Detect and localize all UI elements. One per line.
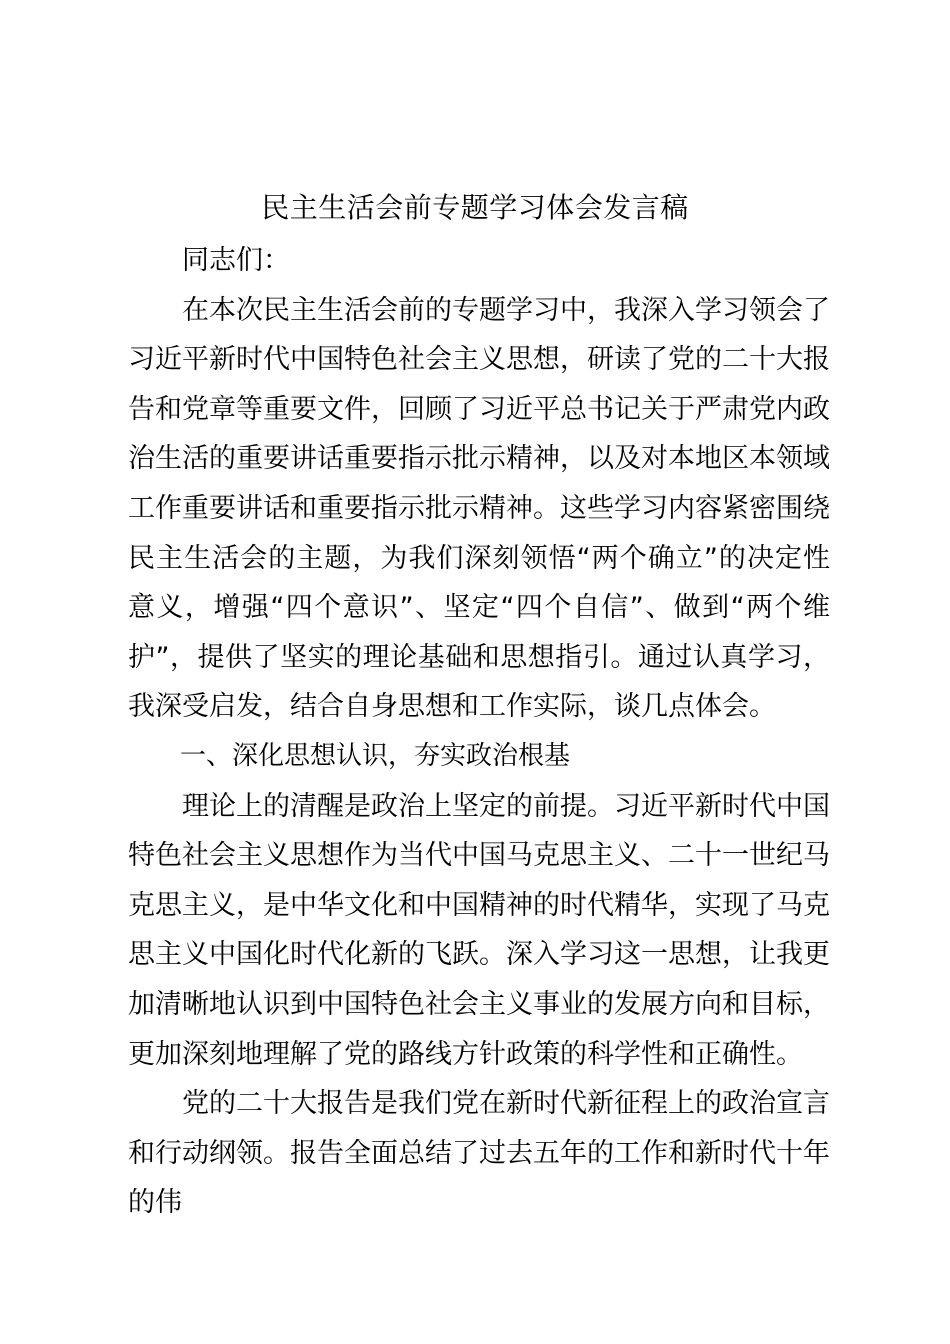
paragraph-3: 党的二十大报告是我们党在新时代新征程上的政治宣言和行动纲领。报告全面总结了过去五年的工作和新时代十年的伟 — [128, 1088, 830, 1219]
paragraph-1: 在本次民主生活会前的专题学习中，我深入学习领会了习近平新时代中国特色社会主义思想，研读了党的二十大报告和党章等重要文件，回顾了习近平总书记关于严肃党内政治生活的重要讲话重要指示批示精神，以及对本地区本领域工作重要讲话和重要指示批示精神。这些学习内容紧密围绕民主生活会的主题，为我们深刻领悟“两个确立”的决定性意义，增强“四个意识”、坚定“四个自信”、做到“两个维护”，提供了坚实的理论基础和思想指引。通过认真学习，我深受启发，结合自身思想和工作实际，谈几点体会。 — [128, 294, 830, 723]
paragraph-2: 理论上的清醒是政治上坚定的前提。习近平新时代中国特色社会主义思想作为当代中国马克思主义、二十一世纪马克思主义，是中华文化和中国精神的时代精华，实现了马克思主义中国化时代化新的飞跃。深入学习这一思想，让我更加清晰地认识到中国特色社会主义事业的发展方向和目标，更加深刻地理解了党的路线方针政策的科学性和正确性。 — [128, 790, 830, 1070]
section-heading: 一、深化思想认识，夯实政治根基 — [180, 740, 571, 771]
greeting: 同志们： — [182, 245, 290, 276]
document-title: 民主生活会前专题学习体会发言稿 — [261, 191, 689, 224]
document-body — [128, 236, 830, 1228]
